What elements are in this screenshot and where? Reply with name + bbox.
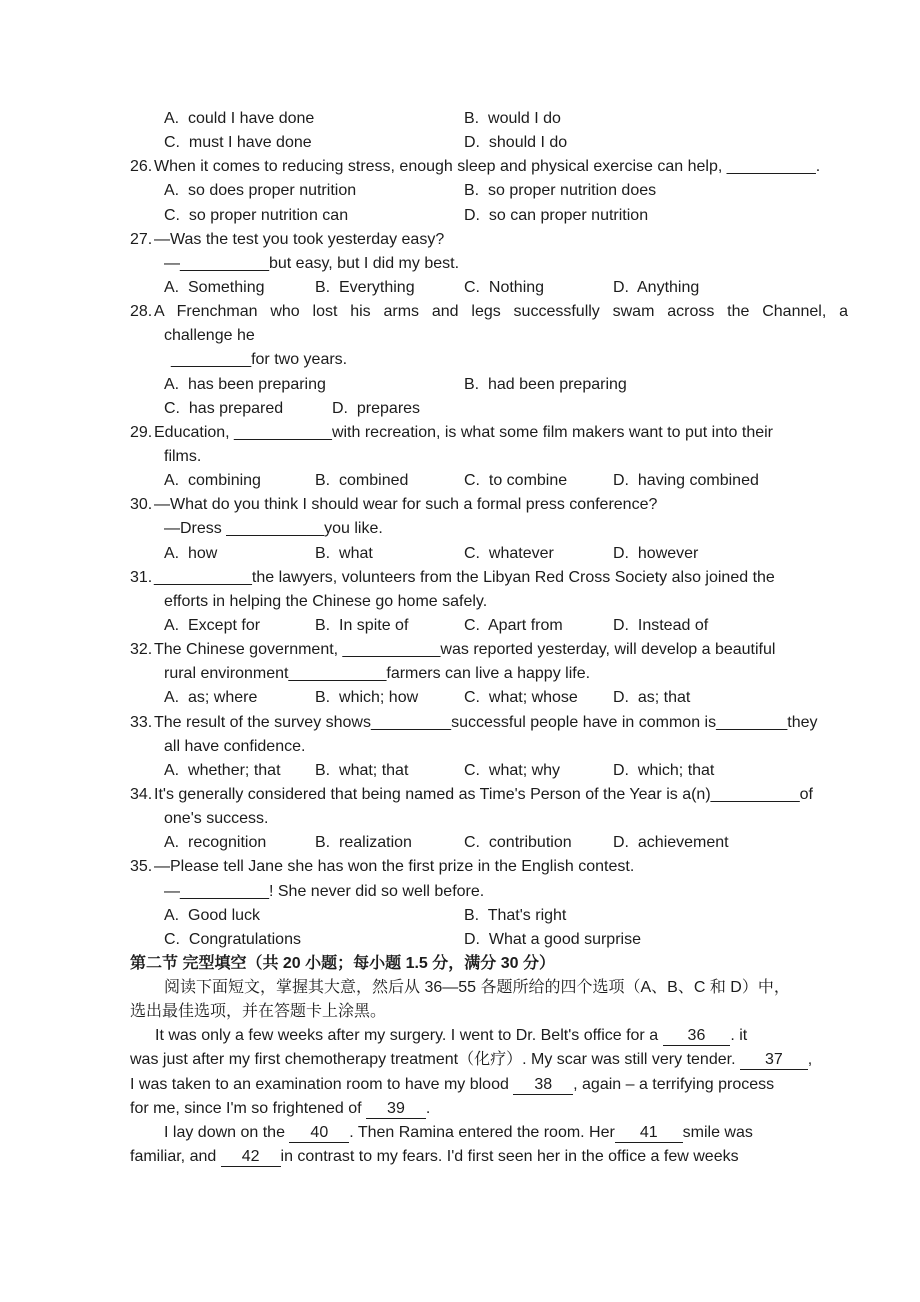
question-33-stem bbox=[130, 711, 848, 735]
question-28-stem bbox=[130, 300, 848, 324]
option-25-a: A. could I have done bbox=[164, 110, 315, 127]
option-28-c: C. has prepared bbox=[164, 399, 284, 417]
cloze-blank-37: 37 bbox=[740, 1050, 808, 1070]
option-26-a: A. so does proper nutrition bbox=[164, 182, 357, 200]
question-26-number: 26. bbox=[130, 158, 153, 176]
option-33-c: C. what; why bbox=[464, 761, 561, 779]
option-31-c: C. Apart from bbox=[464, 616, 563, 634]
option-34-b: B. realization bbox=[315, 834, 412, 852]
option-26-b: B. so proper nutrition does bbox=[464, 182, 657, 200]
question-28-text-line-3: _________for two years. bbox=[171, 351, 348, 369]
question-31-text-line-1: ___________the lawyers, volunteers from the Libyan Red Cross Society also joined the bbox=[154, 568, 775, 586]
option-32-a: A. as; where bbox=[164, 689, 258, 707]
question-29-number: 29. bbox=[130, 423, 153, 441]
option-33-d: D. which; that bbox=[613, 761, 715, 779]
cloze-blank-42: 42 bbox=[221, 1147, 281, 1167]
option-25-b: B. would I do bbox=[464, 110, 561, 127]
question-31-text-line-2: efforts in helping the Chinese go home safely. bbox=[164, 592, 488, 610]
question-33-number: 33. bbox=[130, 713, 153, 731]
question-27-text-line-2: —__________but easy, but I did my best. bbox=[164, 254, 460, 272]
question-29-stem-line-2 bbox=[130, 445, 848, 469]
section-2-instructions-line-1: 阅读下面短文，掌握其大意，然后从 36—55 各题所给的四个选项（A、B、C 和 D）中， bbox=[164, 979, 790, 997]
option-34-d: D. achievement bbox=[613, 834, 729, 852]
question-31-stem-line-2 bbox=[130, 590, 848, 614]
question-33-text-line-2: all have confidence. bbox=[164, 737, 306, 755]
question-32-number: 32. bbox=[130, 641, 153, 659]
option-30-b: B. what bbox=[315, 544, 373, 562]
option-33-a: A. whether; that bbox=[164, 761, 281, 779]
question-25-options-row-2 bbox=[130, 131, 848, 155]
question-26-stem bbox=[130, 155, 848, 179]
cloze-blank-38: 38 bbox=[513, 1075, 573, 1095]
option-33-b: B. what; that bbox=[315, 761, 409, 779]
question-26-options-row-2 bbox=[130, 204, 848, 228]
question-35-stem-line-2 bbox=[130, 880, 848, 904]
question-30-text-line-2: —Dress ___________you like. bbox=[164, 520, 383, 538]
question-35-options-row-2 bbox=[130, 928, 848, 952]
question-34-stem bbox=[130, 783, 848, 807]
question-26-options-row-1 bbox=[130, 179, 848, 203]
question-27-stem bbox=[130, 228, 848, 252]
option-27-c: C. Nothing bbox=[464, 278, 545, 296]
question-27-stem-line-2 bbox=[130, 252, 848, 276]
option-28-d: D. prepares bbox=[332, 399, 421, 417]
question-32-text-line-1: The Chinese government, ___________was reported yesterday, will develop a beautiful bbox=[154, 641, 776, 659]
cloze-blank-40: 40 bbox=[289, 1123, 349, 1143]
option-26-d: D. so can proper nutrition bbox=[464, 206, 649, 224]
option-29-a: A. combining bbox=[164, 472, 261, 490]
option-26-c: C. so proper nutrition can bbox=[164, 206, 349, 224]
question-34-text-line-1: It's generally considered that being named as Time's Person of the Year is a(n)__________of bbox=[154, 785, 813, 803]
option-28-a: A. has been preparing bbox=[164, 375, 326, 393]
question-29-stem bbox=[130, 421, 848, 445]
option-32-c: C. what; whose bbox=[464, 689, 578, 707]
option-27-b: B. Everything bbox=[315, 278, 415, 296]
question-28-options-row-1 bbox=[130, 373, 848, 397]
question-30-stem bbox=[130, 493, 848, 517]
question-30-options-row bbox=[130, 542, 848, 566]
section-2-heading: 第二节 完型填空（共 20 小题；每小题 1.5 分，满分 30 分） bbox=[130, 954, 555, 972]
question-32-options-row bbox=[130, 686, 848, 710]
option-29-d: D. having combined bbox=[613, 472, 759, 490]
section-2-instructions-line-2: 选出最佳选项，并在答题卡上涂黑。 bbox=[130, 1003, 387, 1021]
question-33-text-line-1: The result of the survey shows_________successful people have in common is________they bbox=[154, 713, 818, 731]
cloze-paragraph-1-line-3: I was taken to an examination room to have my blood 38 , again – a terrifying process bbox=[130, 1075, 775, 1093]
question-28-stem-line-3 bbox=[130, 348, 848, 372]
option-31-d: D. Instead of bbox=[613, 616, 709, 634]
question-26-text: When it comes to reducing stress, enough sleep and physical exercise can help, __________. bbox=[154, 158, 821, 176]
cloze-blank-39: 39 bbox=[366, 1099, 426, 1119]
question-29-text-line-1: Education, ___________with recreation, is what some film makers want to put into their bbox=[154, 423, 773, 441]
question-28-stem-line-2 bbox=[130, 324, 848, 348]
question-27-text-line-1: —Was the test you took yesterday easy? bbox=[154, 230, 445, 248]
question-35-text-line-1: —Please tell Jane she has won the first prize in the English contest. bbox=[154, 858, 635, 876]
question-28-options-row-2 bbox=[130, 397, 848, 421]
option-34-a: A. recognition bbox=[164, 834, 267, 852]
option-27-a: A. Something bbox=[164, 278, 265, 296]
option-28-b: B. had been preparing bbox=[464, 375, 627, 393]
option-32-d: D. as; that bbox=[613, 689, 691, 707]
question-29-options-row bbox=[130, 469, 848, 493]
question-30-text-line-1: —What do you think I should wear for such a formal press conference? bbox=[154, 496, 658, 514]
question-28-number: 28. bbox=[130, 303, 153, 321]
question-34-number: 34. bbox=[130, 785, 153, 803]
question-33-stem-line-2 bbox=[130, 735, 848, 759]
question-35-options-row-1 bbox=[130, 904, 848, 928]
option-35-b: B. That's right bbox=[464, 906, 567, 924]
question-34-stem-line-2 bbox=[130, 807, 848, 831]
cloze-paragraph-1-line-2: was just after my first chemotherapy treatment（化疗）. My scar was still very tender. 37 , bbox=[130, 1051, 813, 1069]
option-30-c: C. whatever bbox=[464, 544, 554, 562]
option-29-c: C. to combine bbox=[464, 472, 568, 490]
option-32-b: B. which; how bbox=[315, 689, 419, 707]
question-28-text-line-2: challenge he bbox=[164, 327, 255, 345]
cloze-paragraph-1-line-4: for me, since I'm so frightened of 39 . bbox=[130, 1099, 431, 1117]
option-25-c: C. must I have done bbox=[164, 134, 312, 152]
question-32-text-line-2: rural environment___________farmers can live a happy life. bbox=[164, 665, 591, 683]
question-27-options-row bbox=[130, 276, 848, 300]
question-35-text-line-2: —__________! She never did so well before. bbox=[164, 882, 485, 900]
question-35-stem bbox=[130, 855, 848, 879]
question-32-stem-line-2 bbox=[130, 662, 848, 686]
question-31-options-row bbox=[130, 614, 848, 638]
option-30-a: A. how bbox=[164, 544, 218, 562]
cloze-paragraph-2-line-1: I lay down on the 40 . Then Ramina entered the room. Her 41 smile was bbox=[164, 1123, 753, 1141]
question-33-options-row bbox=[130, 759, 848, 783]
option-30-d: D. however bbox=[613, 544, 699, 562]
option-31-b: B. In spite of bbox=[315, 616, 409, 634]
question-27-number: 27. bbox=[130, 230, 153, 248]
question-25-options-row-1 bbox=[130, 107, 848, 131]
question-31-stem bbox=[130, 566, 848, 590]
option-34-c: C. contribution bbox=[464, 834, 572, 852]
option-35-a: A. Good luck bbox=[164, 906, 261, 924]
option-29-b: B. combined bbox=[315, 472, 409, 490]
option-25-d: D. should I do bbox=[464, 134, 568, 152]
question-29-text-line-2: films. bbox=[164, 447, 202, 465]
option-35-d: D. What a good surprise bbox=[464, 930, 641, 948]
question-28-text-line-1: A Frenchman who lost his arms and legs successfully swam across the Channel, a bbox=[154, 303, 848, 321]
question-34-options-row bbox=[130, 831, 848, 855]
cloze-blank-36: 36 bbox=[663, 1026, 731, 1046]
cloze-blank-41: 41 bbox=[615, 1123, 683, 1143]
cloze-paragraph-2-line-2: familiar, and 42 in contrast to my fears. I'd first seen her in the office a few weeks bbox=[130, 1148, 739, 1166]
option-27-d: D. Anything bbox=[613, 278, 700, 296]
question-35-number: 35. bbox=[130, 858, 153, 876]
cloze-paragraph-1-line-1: It was only a few weeks after my surgery. I went to Dr. Belt's office for a 36 . it bbox=[155, 1027, 748, 1045]
question-34-text-line-2: one's success. bbox=[164, 810, 269, 828]
question-30-stem-line-2 bbox=[130, 517, 848, 541]
question-31-number: 31. bbox=[130, 568, 153, 586]
question-32-stem bbox=[130, 638, 848, 662]
exam-paper-content bbox=[130, 107, 848, 1169]
question-30-number: 30. bbox=[130, 496, 153, 514]
option-31-a: A. Except for bbox=[164, 616, 261, 634]
option-35-c: C. Congratulations bbox=[164, 930, 301, 948]
